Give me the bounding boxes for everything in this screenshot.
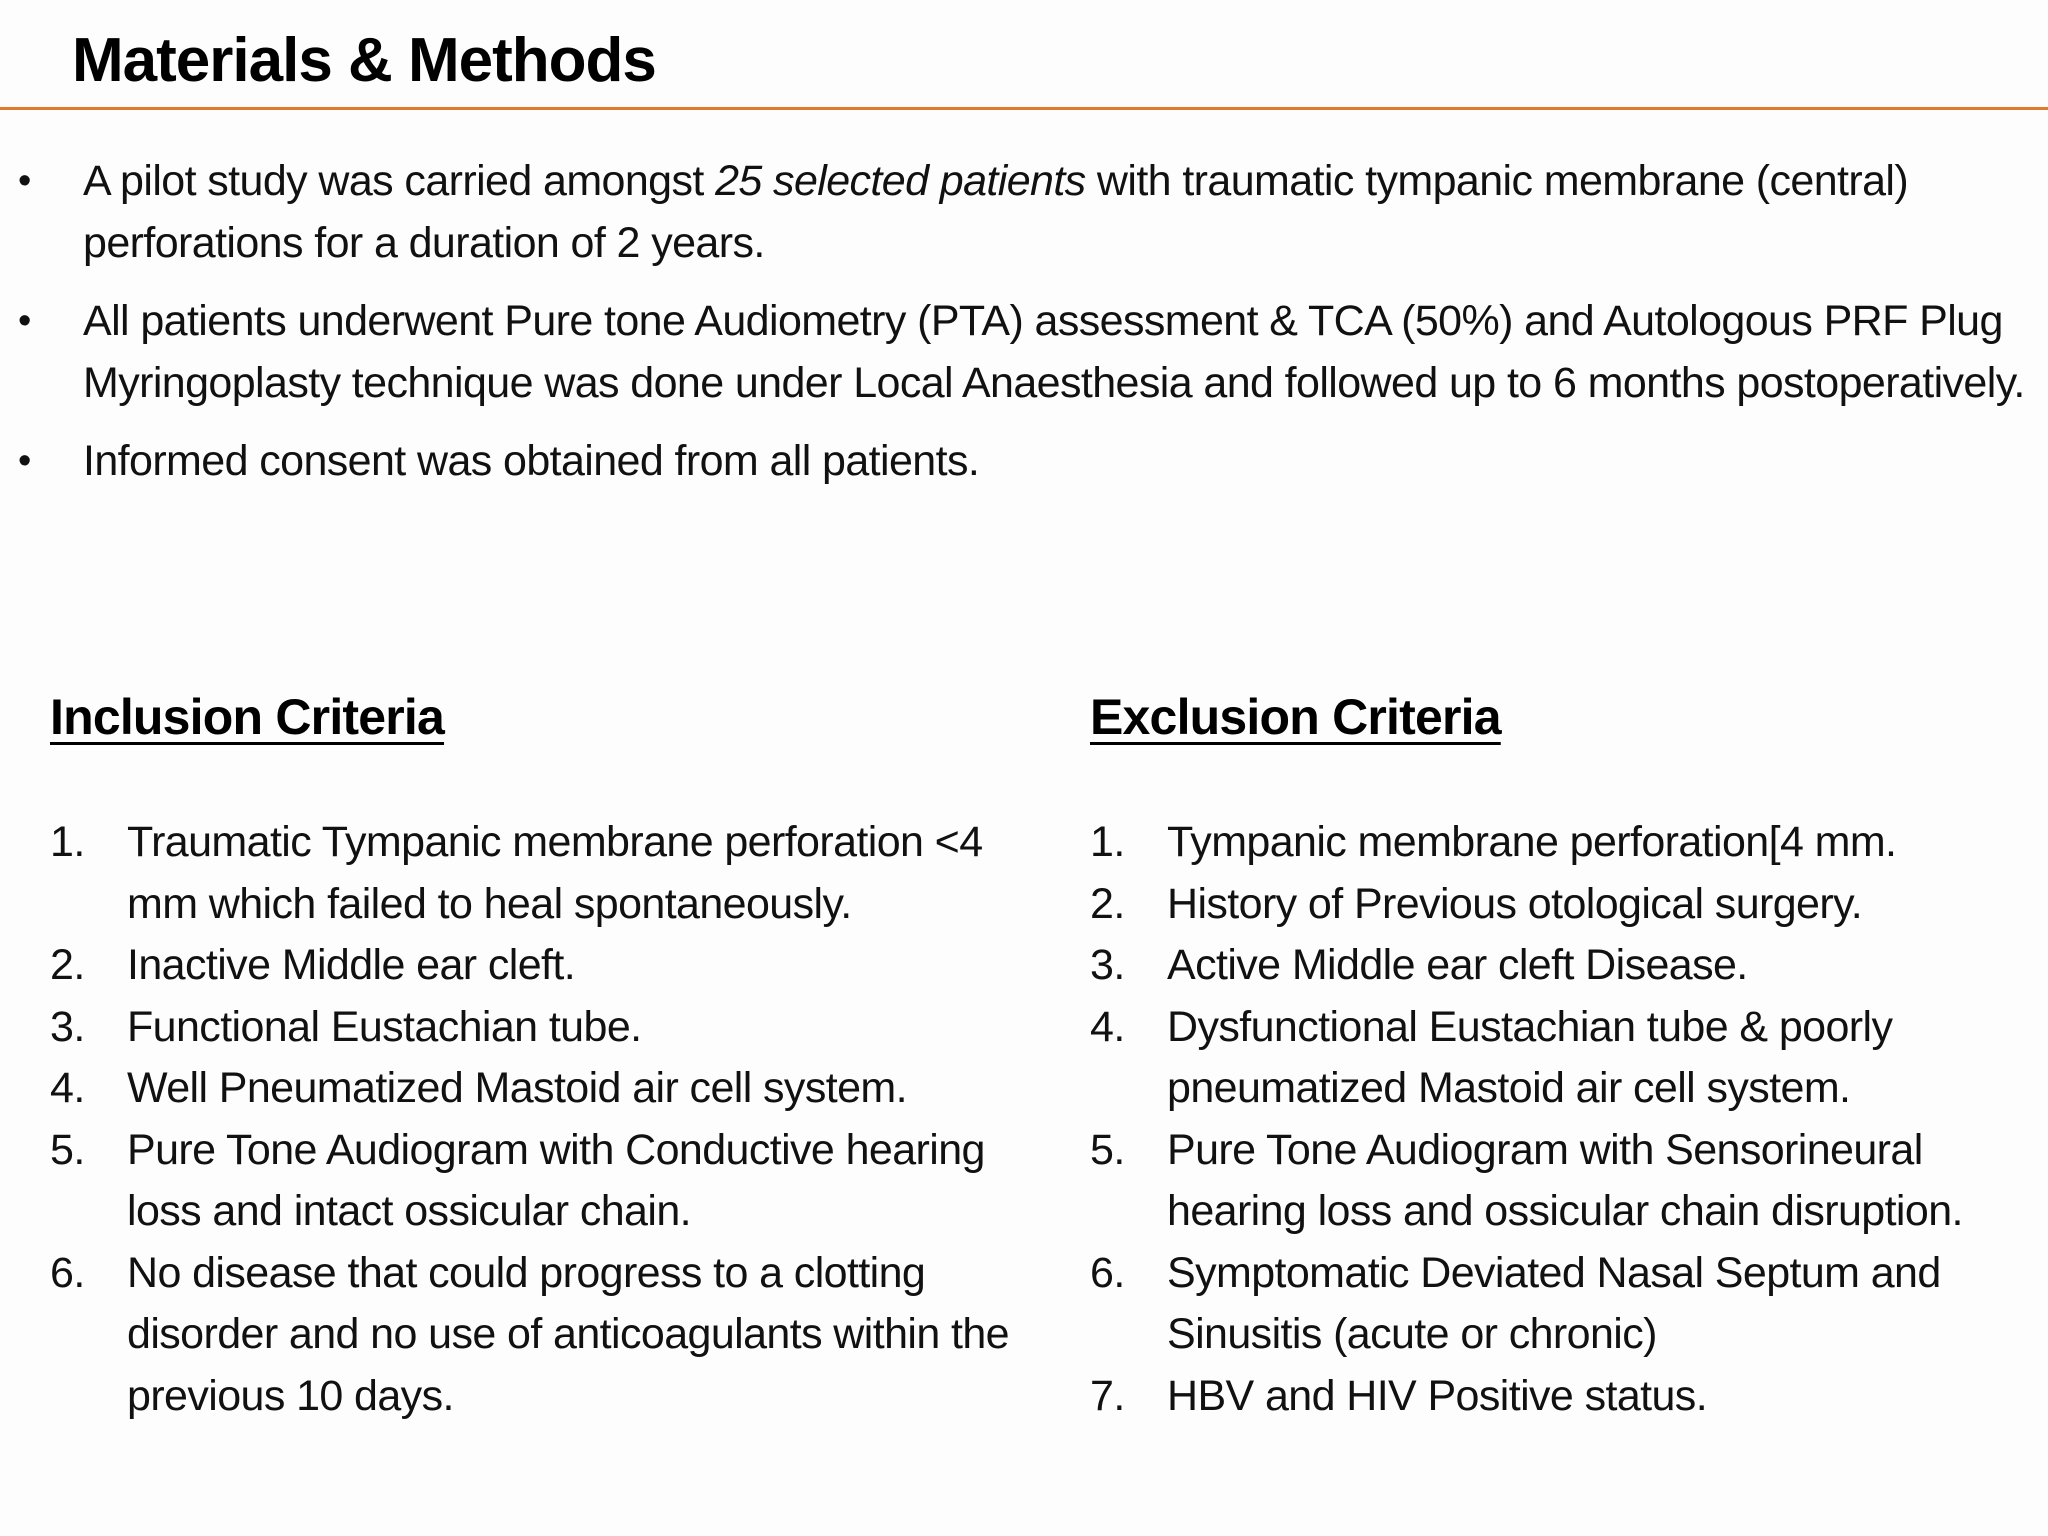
item-number: 5. [50,1125,85,1174]
bullet-marker: • [18,160,31,202]
item-number: 1. [50,818,85,866]
inclusion-item [50,1243,1040,1428]
inclusion-item [50,997,1040,1059]
item-text: Functional Eustachian tube. [127,1002,642,1051]
bullet-item-consent [0,430,2040,492]
exclusion-item [1090,1366,2040,1428]
item-number: 4. [50,1064,85,1112]
exclusion-item [1090,935,2040,997]
exclusion-item [1090,874,2040,936]
bullet-text: Informed consent was obtained from all patients. [83,437,980,485]
bullet-text-part: with traumatic tympanic membrane (central) perforations for a duration of 2 years. [83,157,1909,267]
inclusion-item [50,1120,1040,1243]
item-text: Inactive Middle ear cleft. [127,941,576,989]
bullet-item-procedure [0,290,2040,414]
item-number: 3. [50,1002,85,1051]
slide-title: Materials & Methods [72,26,656,95]
bullet-marker: • [18,440,31,482]
exclusion-item [1090,812,2040,874]
inclusion-item [50,935,1040,997]
item-number: 5. [1090,1125,1125,1174]
item-text: History of Previous otological surgery. [1167,879,1863,928]
bullet-emphasis: 25 selected patients [715,157,1086,205]
bullet-marker: • [18,300,31,342]
item-text: HBV and HIV Positive status. [1167,1371,1708,1420]
item-text: Dysfunctional Eustachian tube & poorly pneumatized Mastoid air cell system. [1167,1002,1893,1112]
inclusion-item [50,1058,1040,1120]
inclusion-criteria-list [50,812,1040,1427]
inclusion-item [50,812,1040,935]
title-divider [0,107,2048,110]
item-text: Traumatic Tympanic membrane perforation <4 mm which failed to heal spontaneously. [127,818,983,928]
item-text: Tympanic membrane perforation[4 mm. [1167,818,1897,866]
item-text: Active Middle ear cleft Disease. [1167,941,1748,989]
methods-bullet-list [0,150,2040,508]
item-number: 3. [1090,941,1125,989]
item-number: 2. [50,941,85,989]
exclusion-item [1090,997,2040,1120]
bullet-item-study-design [0,150,2040,274]
item-text: No disease that could progress to a clotting disorder and no use of anticoagulants within the previous 10 days. [127,1248,1009,1420]
item-number: 7. [1090,1371,1125,1420]
exclusion-item [1090,1120,2040,1243]
item-text: Well Pneumatized Mastoid air cell system. [127,1064,907,1112]
item-number: 2. [1090,879,1125,928]
item-text: Pure Tone Audiogram with Conductive hearing loss and intact ossicular chain. [127,1125,985,1235]
exclusion-criteria-section [1090,682,2040,1427]
exclusion-criteria-heading: Exclusion Criteria [1090,689,1501,745]
item-number: 6. [50,1248,85,1297]
item-text: Symptomatic Deviated Nasal Septum and Sinusitis (acute or chronic) [1167,1248,1941,1358]
inclusion-criteria-heading: Inclusion Criteria [50,689,445,745]
exclusion-criteria-list [1090,812,2040,1427]
exclusion-item [1090,1243,2040,1366]
item-number: 4. [1090,1002,1125,1051]
item-number: 1. [1090,818,1125,866]
bullet-text-part: A pilot study was carried amongst [83,157,716,205]
inclusion-criteria-section [50,682,1040,1427]
bullet-text: All patients underwent Pure tone Audiometry (PTA) assessment & TCA (50%) and Autologous PRF Plug Myringoplasty technique was done under Local Anaesthesia and followed up to 6 months postoperatively. [83,297,2025,407]
item-number: 6. [1090,1248,1125,1297]
item-text: Pure Tone Audiogram with Sensorineural hearing loss and ossicular chain disruption. [1167,1125,1963,1235]
